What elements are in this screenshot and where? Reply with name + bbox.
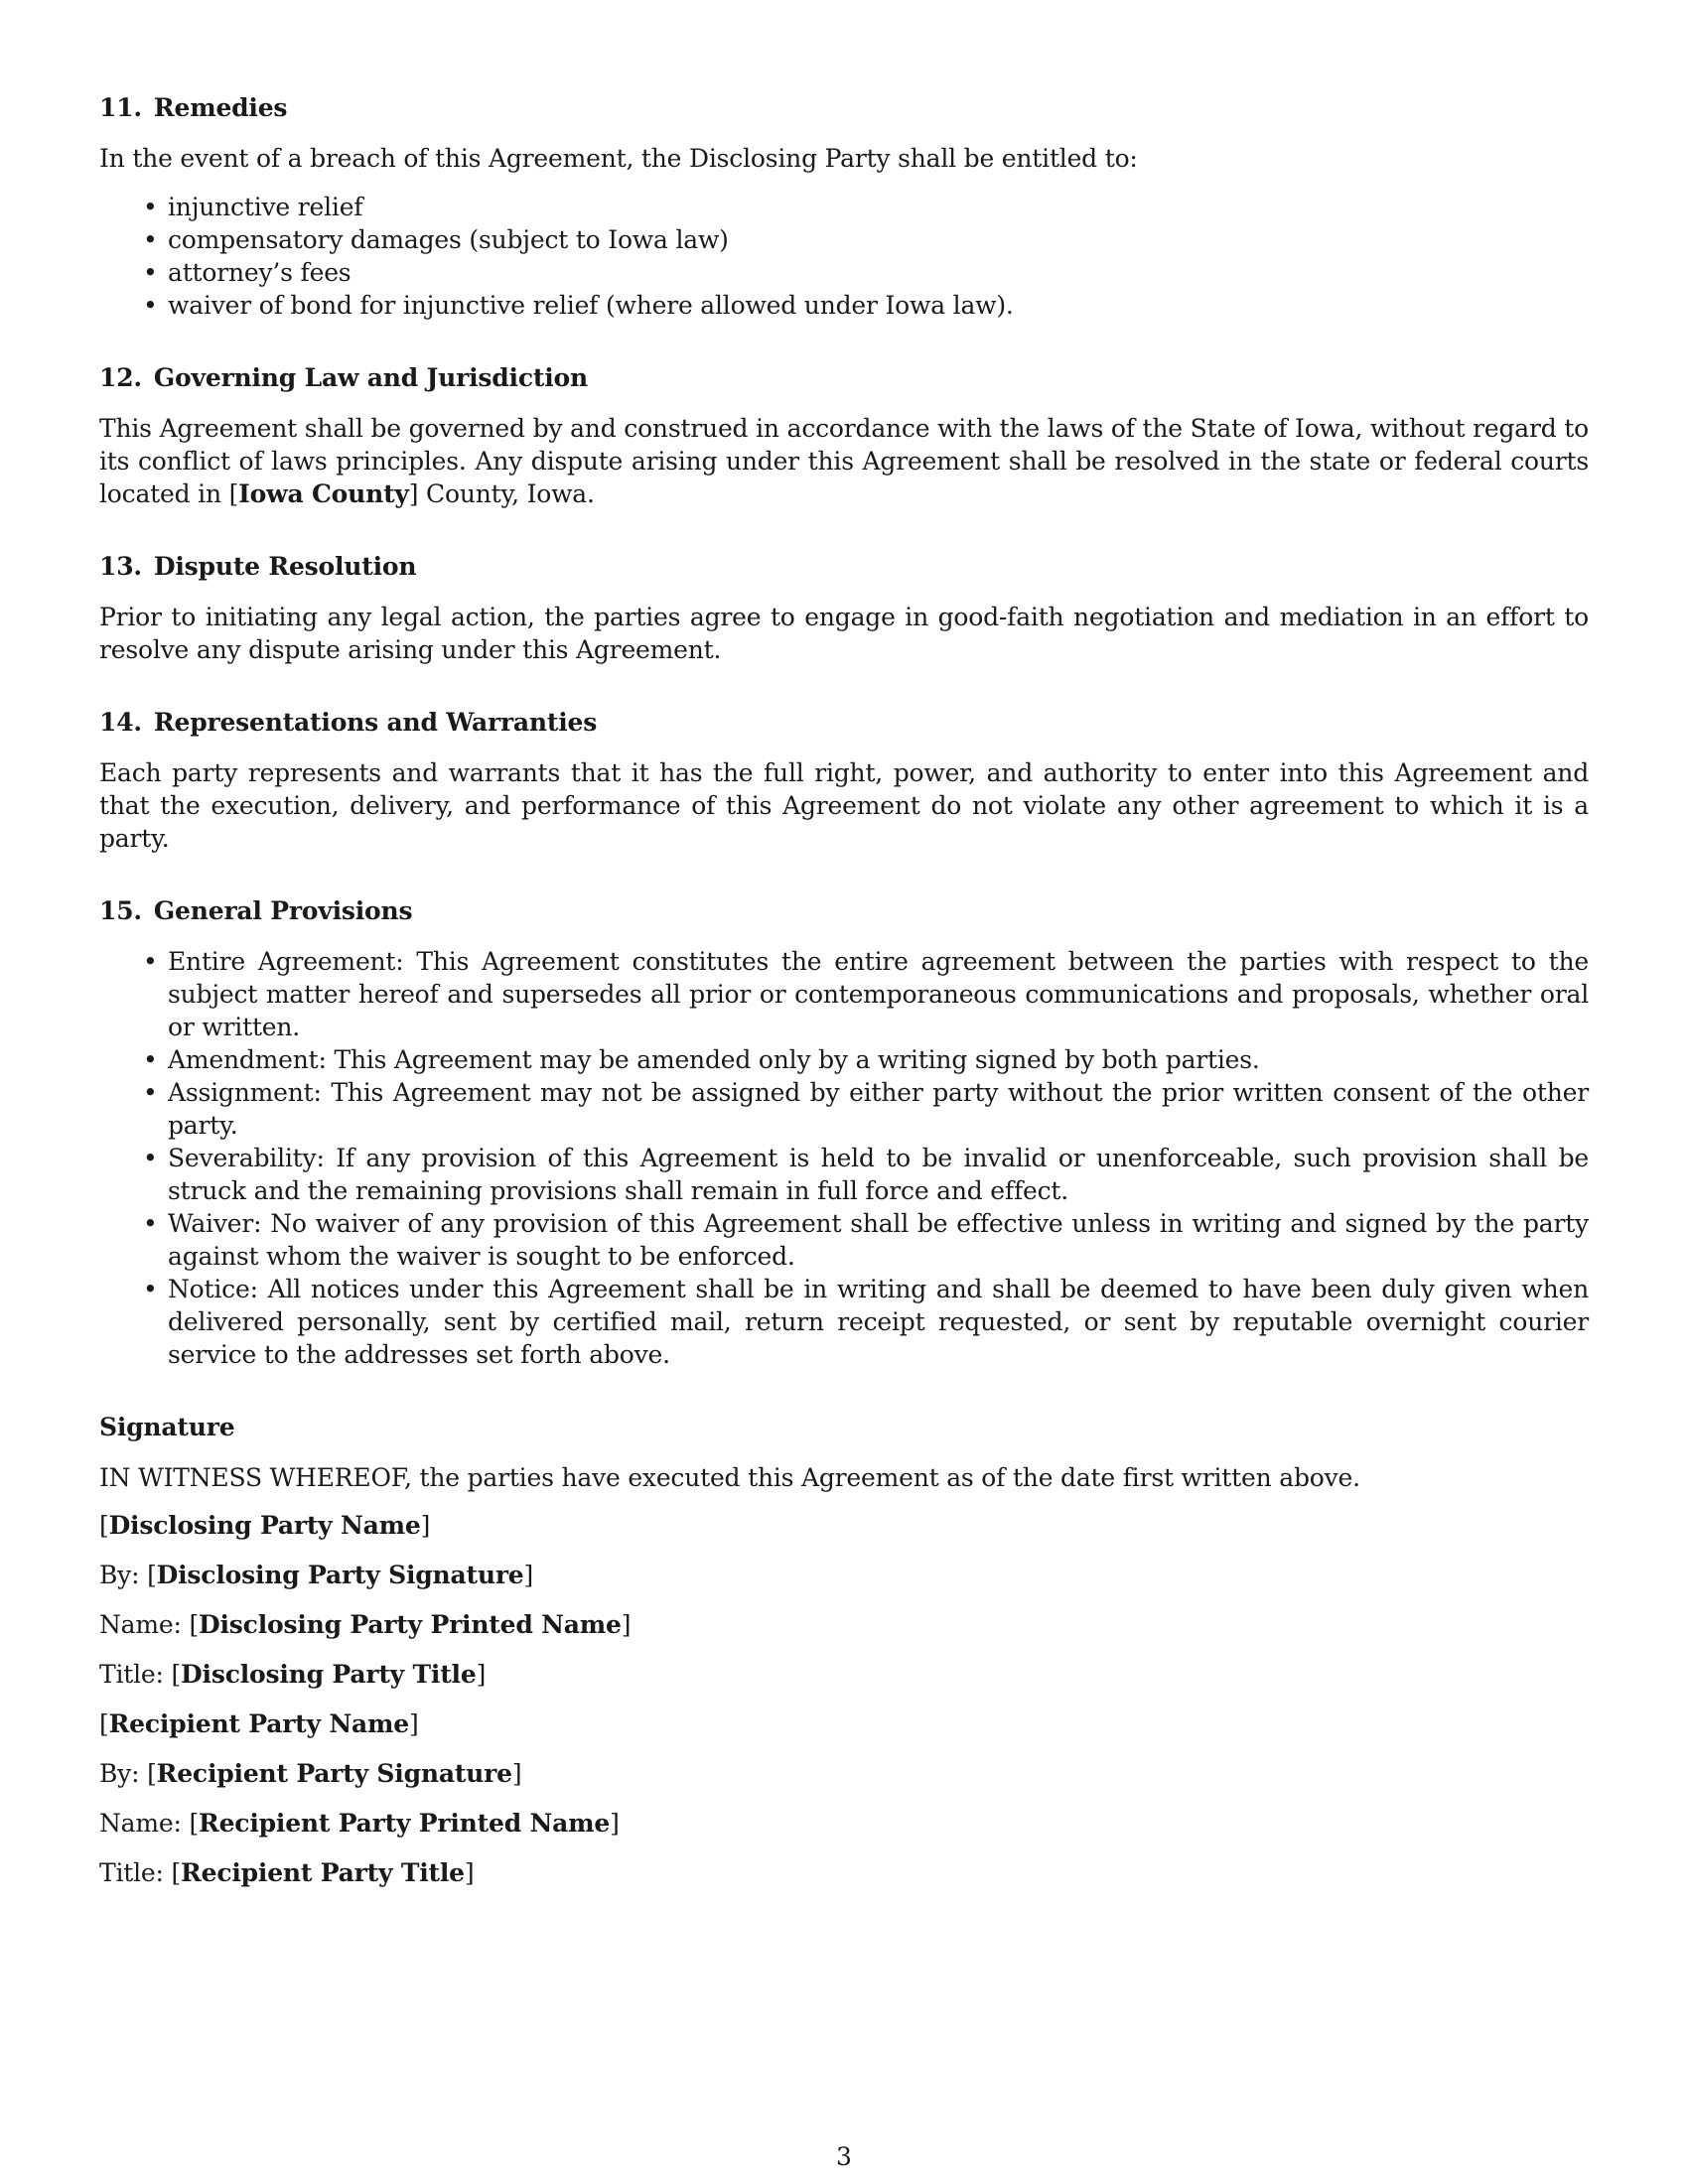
line-label: By: <box>99 1759 148 1788</box>
section-representations <box>99 706 1589 855</box>
remedies-list <box>99 191 1589 322</box>
list-item-text: compensatory damages (subject to Iowa law) <box>168 225 729 254</box>
list-item-text: Notice: All notices under this Agreement shall be in writing and shall be deemed to have been duly given when delivered personally, sent by certified mail, return receipt requested, or sent by reputable overnight courier service to the addresses set forth above. <box>168 1275 1589 1369</box>
open-bracket: [ <box>99 1511 109 1540</box>
bullet-icon: • <box>143 947 158 976</box>
list-item-text: waiver of bond for injunctive relief (where allowed under Iowa law). <box>168 291 1014 320</box>
section-number: 15. <box>99 896 142 925</box>
witness-statement: IN WITNESS WHEREOF, the parties have executed this Agreement as of the date first written above. <box>99 1463 1360 1492</box>
bullet-icon: • <box>143 1209 158 1238</box>
bullet-icon: • <box>143 1275 158 1303</box>
list-item-text: injunctive relief <box>168 193 363 221</box>
open-bracket: [ <box>189 1809 200 1838</box>
paragraph-text: This Agreement shall be governed by and construed in accordance with the laws of the State of Iowa, without regard to its conflict of laws principles. Any dispute arising under this Agreement shall be resolved in the state or federal courts located in [ <box>99 414 1589 508</box>
recipient-party-name-line <box>99 1707 1589 1740</box>
recipient-party-printed-name-line <box>99 1807 1589 1840</box>
section-number: 13. <box>99 552 142 581</box>
recipient-party-title-line <box>99 1856 1589 1889</box>
section-heading <box>99 706 1589 739</box>
line-label: By: <box>99 1561 148 1589</box>
list-item-text: Severability: If any provision of this Agreement is held to be invalid or unenforceable, such provision shall be struck and the remaining provisions shall remain in full force and effect. <box>168 1144 1589 1205</box>
open-bracket: [ <box>171 1660 182 1689</box>
section-heading <box>99 361 1589 394</box>
list-item <box>99 1207 1589 1273</box>
placeholder-text: Recipient Party Title <box>181 1858 465 1887</box>
placeholder-text: Disclosing Party Signature <box>156 1561 524 1589</box>
list-item <box>99 1076 1589 1142</box>
open-bracket: [ <box>147 1561 157 1589</box>
list-item <box>99 1273 1589 1371</box>
section-number: 11. <box>99 93 142 122</box>
placeholder-text: Disclosing Party Printed Name <box>199 1610 622 1639</box>
signature-block <box>99 1411 1589 1889</box>
recipient-party-signature-line <box>99 1757 1589 1790</box>
list-item <box>99 1142 1589 1207</box>
bullet-icon: • <box>143 1045 158 1074</box>
close-bracket: ] <box>420 1511 431 1540</box>
list-item <box>99 289 1589 322</box>
section-dispute-resolution <box>99 550 1589 666</box>
bullet-icon: • <box>143 1078 158 1107</box>
section-title: Representations and Warranties <box>153 708 598 737</box>
section-title: Dispute Resolution <box>153 552 417 581</box>
document-page <box>99 91 1589 1906</box>
paragraph-text-end: ] County, Iowa. <box>408 479 595 508</box>
signature-heading: Signature <box>99 1413 235 1441</box>
close-bracket: ] <box>511 1759 522 1788</box>
bullet-icon: • <box>143 258 158 287</box>
section-governing-law <box>99 361 1589 510</box>
disclosing-party-title-line <box>99 1658 1589 1691</box>
disclosing-party-printed-name-line <box>99 1608 1589 1641</box>
section-title: General Provisions <box>153 896 413 925</box>
section-heading <box>99 894 1589 927</box>
list-item <box>99 1043 1589 1076</box>
open-bracket: [ <box>99 1709 109 1738</box>
list-item-text: attorney’s fees <box>168 258 352 287</box>
line-label: Title: <box>99 1660 172 1689</box>
disclosing-party-signature-line <box>99 1559 1589 1591</box>
placeholder-text: Disclosing Party Name <box>108 1511 421 1540</box>
list-item-text: Entire Agreement: This Agreement constitutes the entire agreement between the parties with respect to the subject matter hereof and supersedes all prior or contemporaneous communications and proposals, whether oral or written. <box>168 947 1589 1041</box>
section-paragraph <box>99 412 1589 510</box>
section-paragraph: Each party represents and warrants that it has the full right, power, and authority to enter into this Agreement and that the execution, delivery, and performance of this Agreement do not violate any other agreement to which it is a party. <box>99 758 1589 853</box>
line-label: Name: <box>99 1610 190 1639</box>
list-item <box>99 223 1589 256</box>
bullet-icon: • <box>143 291 158 320</box>
section-number: 12. <box>99 363 142 392</box>
provisions-list <box>99 945 1589 1371</box>
list-item <box>99 945 1589 1043</box>
open-bracket: [ <box>147 1759 157 1788</box>
section-paragraph: Prior to initiating any legal action, the parties agree to engage in good-faith negotiation and mediation in an effort to resolve any dispute arising under this Agreement. <box>99 603 1589 664</box>
close-bracket: ] <box>621 1610 632 1639</box>
section-title: Remedies <box>153 93 288 122</box>
close-bracket: ] <box>610 1809 620 1838</box>
line-label: Name: <box>99 1809 190 1838</box>
open-bracket: [ <box>189 1610 200 1639</box>
section-intro: In the event of a breach of this Agreement, the Disclosing Party shall be entitled to: <box>99 144 1138 173</box>
section-heading <box>99 91 1589 124</box>
line-label: Title: <box>99 1858 172 1887</box>
page-number: 3 <box>836 2142 852 2171</box>
placeholder-text: Recipient Party Signature <box>156 1759 512 1788</box>
close-bracket: ] <box>408 1709 419 1738</box>
list-item <box>99 191 1589 223</box>
county-placeholder: Iowa County <box>238 479 409 508</box>
list-item-text: Amendment: This Agreement may be amended only by a writing signed by both parties. <box>168 1045 1260 1074</box>
placeholder-text: Recipient Party Printed Name <box>199 1809 611 1838</box>
section-remedies <box>99 91 1589 322</box>
close-bracket: ] <box>464 1858 475 1887</box>
bullet-icon: • <box>143 225 158 254</box>
list-item-text: Assignment: This Agreement may not be assigned by either party without the prior written consent of the other party. <box>168 1078 1589 1140</box>
disclosing-party-name-line <box>99 1509 1589 1542</box>
section-general-provisions <box>99 894 1589 1371</box>
section-number: 14. <box>99 708 142 737</box>
list-item-text: Waiver: No waiver of any provision of this Agreement shall be effective unless in writing and signed by the party against whom the waiver is sought to be enforced. <box>168 1209 1589 1271</box>
placeholder-text: Recipient Party Name <box>108 1709 409 1738</box>
close-bracket: ] <box>523 1561 534 1589</box>
open-bracket: [ <box>171 1858 182 1887</box>
section-heading <box>99 550 1589 583</box>
list-item <box>99 256 1589 289</box>
placeholder-text: Disclosing Party Title <box>181 1660 477 1689</box>
section-title: Governing Law and Jurisdiction <box>153 363 588 392</box>
close-bracket: ] <box>476 1660 487 1689</box>
bullet-icon: • <box>143 193 158 221</box>
bullet-icon: • <box>143 1144 158 1172</box>
